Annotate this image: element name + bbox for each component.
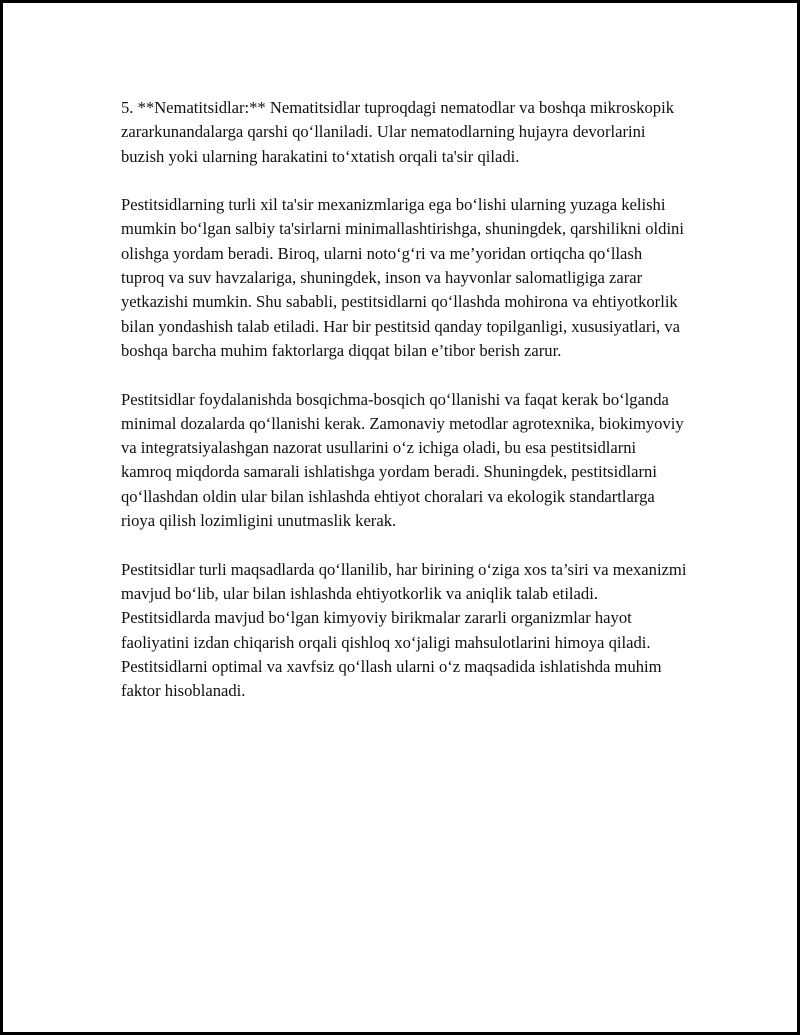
paragraph-usage: Pestitsidlar foydalanishda bosqichma-bosqich qo‘llanishi va faqat kerak bo‘lganda minimal dozalarda qo‘llanishi kerak. Zamonaviy metodlar agrotexnika, biokimyoviy va integratsiyalashgan nazorat usullarini o‘z ichiga oladi, bu esa pestitsidlarni kamroq miqdorda samarali ishlatishga yordam beradi. Shuningdek, pestitsidlarni qo‘llashdan oldin ular bilan ishlashda ehtiyot choralari va ekologik standartlarga rioya qilish lozimligini unutmaslik kerak. [121, 389, 684, 531]
paragraph-mechanisms: Pestitsidlarning turli xil ta'sir mexanizmlariga ega bo‘lishi ularning yuzaga kelishi mumkin bo‘lgan salbiy ta'sirlarni minimallashtirishga, shuningdek, qarshilikni oldini olishga yordam beradi. Biroq, ularni noto‘g‘ri va me’yoridan ortiqcha qo‘llash tuproq va suv havzalariga, shuningdek, inson va hayvonlar salomatligiga zarar yetkazishi mumkin. Shu sababli, pestitsidlarni qo‘llashda mohirona va ehtiyotkorlik bilan yondashish talab etiladi. Har bir pestitsid qanday topilganligi, xususiyatlari, va boshqa barcha muhim faktorlarga diqqat bilan e’tibor berish zarur. [121, 195, 684, 360]
paragraph-conclusion: Pestitsidlar turli maqsadlarda qo‘llanilib, har birining o‘ziga xos ta’siri va mexanizmi mavjud bo‘lib, ular bilan ishlashda ehtiyotkorlik va aniqlik talab etiladi. Pestitsidlarda mavjud bo‘lgan kimyoviy birikmalar zararli organizmlar hayot faoliyatini izdan chiqarish orqali qishloq xo‘jaligi mahsulotlarini himoya qiladi. Pestitsidlarni optimal va xavfsiz qo‘llash ularni o‘z maqsadida ishlatishda muhim faktor hisoblanadi. [121, 559, 687, 701]
document-body [121, 96, 687, 728]
paragraph-nematicides: 5. **Nematitsidlar:** Nematitsidlar tuproqdagi nematodlar va boshqa mikroskopik zararkunandalarga qarshi qo‘llaniladi. Ular nematodlarning hujayra devorlarini buzish yoki ularning harakatini to‘xtatish orqali ta'sir qiladi. [121, 98, 675, 166]
